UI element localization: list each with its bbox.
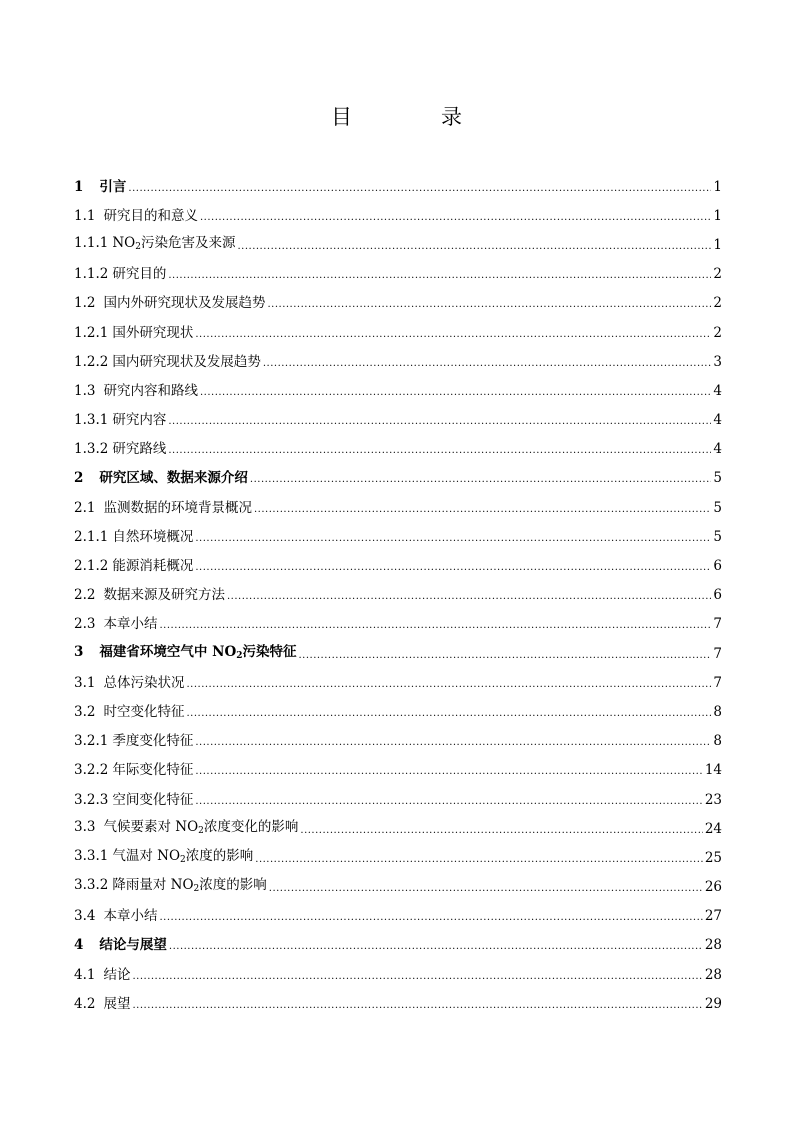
toc-entry[interactable]	[74, 376, 722, 405]
toc-entry-number: 1.2.2	[74, 353, 109, 370]
toc-entry[interactable]	[74, 318, 722, 347]
toc-entry-label	[74, 819, 298, 839]
toc-entry[interactable]	[74, 610, 722, 639]
toc-entry-page-number: 1	[713, 236, 722, 253]
toc-dot-leader	[195, 735, 711, 751]
toc-entry-label	[74, 558, 193, 574]
toc-entry[interactable]	[74, 522, 722, 551]
toc-entry-title: 研究目的	[112, 266, 167, 283]
toc-entry[interactable]	[74, 551, 722, 580]
toc-entry-title-suffix: 污染危害及来源	[140, 234, 236, 251]
toc-entry-page-number: 29	[704, 995, 722, 1012]
toc-entry-page-number: 5	[713, 528, 722, 545]
toc-entry-page-number: 4	[713, 441, 722, 458]
toc-dot-leader	[132, 969, 702, 985]
toc-entry-label	[74, 325, 193, 341]
toc-entry-label	[74, 587, 225, 603]
toc-entry-number: 4.2	[74, 995, 96, 1012]
toc-dot-leader	[263, 356, 712, 372]
toc-entry-label	[74, 441, 166, 457]
toc-entry-number: 3	[74, 643, 84, 660]
toc-entry-label	[74, 967, 130, 983]
toc-entry-title: 本章小结	[103, 616, 158, 633]
toc-dot-leader	[195, 327, 711, 343]
toc-dot-leader	[250, 472, 712, 488]
toc-entry-page-number: 2	[713, 266, 722, 283]
toc-entry-number: 2.1.2	[74, 558, 109, 575]
toc-entry[interactable]	[74, 639, 722, 668]
toc-entry[interactable]	[74, 464, 722, 493]
toc-entry-page-number: 2	[713, 295, 722, 312]
toc-entry[interactable]	[74, 931, 722, 960]
toc-entry-number: 2.3	[74, 616, 96, 633]
toc-entry-title: 研究内容	[112, 412, 167, 429]
toc-entry-subscript: 2	[135, 241, 141, 252]
toc-entry-subscript: 2	[236, 650, 243, 661]
toc-entry[interactable]	[74, 814, 722, 843]
toc-entry-page-number: 24	[704, 820, 722, 837]
toc-entry-title: 研究路线	[112, 441, 167, 458]
toc-entry-title: 国内外研究现状及发展趋势	[103, 295, 266, 312]
toc-dot-leader	[128, 181, 711, 197]
toc-entry-title: 国内研究现状及发展趋势	[112, 353, 261, 370]
toc-entry-title: 研究区域、数据来源介绍	[99, 470, 248, 487]
toc-dot-leader	[195, 764, 702, 780]
toc-entry-number: 3.3	[74, 818, 96, 835]
toc-entry-page-number: 28	[704, 937, 722, 954]
toc-dot-leader	[269, 881, 703, 897]
toc-entry-label	[74, 877, 267, 897]
toc-entry-title: 气温对 NO	[112, 847, 181, 864]
toc-dot-leader	[159, 618, 711, 634]
toc-entry[interactable]	[74, 960, 722, 989]
toc-entry-title: 结论与展望	[99, 937, 167, 954]
toc-dot-leader	[195, 560, 711, 576]
toc-entry-title-suffix: 浓度变化的影响	[203, 818, 299, 835]
toc-entry[interactable]	[74, 756, 722, 785]
toc-entry[interactable]	[74, 902, 722, 931]
toc-entry[interactable]	[74, 843, 722, 872]
toc-entry-label	[74, 996, 130, 1012]
toc-entry-number: 1.1.2	[74, 266, 109, 283]
toc-entry-page-number: 2	[713, 324, 722, 341]
toc-entry-number: 1.1	[74, 207, 96, 224]
toc-dot-leader	[200, 385, 711, 401]
toc-entry-subscript: 2	[198, 825, 204, 836]
toc-entry[interactable]	[74, 493, 722, 522]
toc-entry[interactable]	[74, 260, 722, 289]
toc-entry[interactable]	[74, 785, 722, 814]
page-title: 目 录	[331, 105, 496, 129]
toc-entry-label	[74, 470, 248, 486]
toc-entry-page-number: 1	[713, 207, 722, 224]
toc-dot-leader	[186, 677, 711, 693]
toc-entry-page-number: 6	[713, 587, 722, 604]
toc-entry-number: 1.3.1	[74, 412, 109, 429]
toc-entry[interactable]	[74, 435, 722, 464]
toc-entry-title-suffix: 浓度的影响	[185, 847, 254, 864]
table-of-contents	[74, 172, 722, 1018]
toc-entry-number: 3.2	[74, 703, 96, 720]
toc-entry-page-number: 5	[713, 499, 722, 516]
toc-entry-title: 自然环境概况	[112, 528, 194, 545]
toc-dot-leader	[168, 443, 711, 459]
toc-dot-leader	[168, 268, 711, 284]
toc-entry-page-number: 1	[713, 178, 722, 195]
toc-entry-subscript: 2	[180, 854, 186, 865]
toc-entry-label	[74, 762, 193, 778]
toc-entry-title: 福建省环境空气中 NO	[99, 643, 237, 660]
toc-entry-number: 3.4	[74, 908, 96, 925]
toc-dot-leader	[195, 794, 702, 810]
toc-dot-leader	[186, 706, 711, 722]
toc-entry[interactable]	[74, 289, 722, 318]
toc-entry-label	[74, 354, 261, 370]
toc-dot-leader	[298, 648, 711, 664]
toc-entry-page-number: 28	[704, 966, 722, 983]
toc-entry-title-suffix: 污染特征	[242, 643, 297, 660]
toc-entry-number: 1.3.2	[74, 441, 109, 458]
toc-entry-label	[74, 500, 252, 516]
toc-entry-label	[74, 704, 184, 720]
toc-entry-title: 研究内容和路线	[103, 382, 198, 399]
toc-entry-label	[74, 848, 253, 868]
toc-entry-title: 降雨量对 NO	[112, 877, 194, 894]
toc-dot-leader	[237, 239, 711, 255]
toc-entry[interactable]	[74, 727, 722, 756]
toc-entry-page-number: 7	[713, 674, 722, 691]
toc-entry-number: 3.2.1	[74, 733, 109, 750]
toc-entry-number: 3.2.2	[74, 762, 109, 779]
toc-dot-leader	[267, 297, 711, 313]
toc-entry-page-number: 4	[713, 412, 722, 429]
toc-entry[interactable]	[74, 201, 722, 230]
toc-entry-page-number: 8	[713, 703, 722, 720]
toc-entry-number: 3.2.3	[74, 791, 109, 808]
toc-entry-title: 结论	[103, 966, 131, 983]
toc-entry-label	[74, 792, 193, 808]
toc-entry-number: 2.1	[74, 499, 96, 516]
toc-entry-number: 2	[74, 470, 84, 487]
toc-entry-title: 季度变化特征	[112, 733, 194, 750]
toc-entry-number: 4	[74, 937, 84, 954]
toc-entry-page-number: 27	[704, 908, 722, 925]
toc-dot-leader	[254, 502, 711, 518]
toc-entry-page-number: 4	[713, 382, 722, 399]
toc-entry-number: 3.3.1	[74, 847, 109, 864]
toc-entry-number: 4.1	[74, 966, 96, 983]
toc-dot-leader	[132, 998, 702, 1014]
toc-entry[interactable]	[74, 230, 722, 259]
toc-entry-page-number: 23	[704, 791, 722, 808]
toc-dot-leader	[159, 910, 702, 926]
toc-dot-leader	[200, 210, 711, 226]
toc-entry-label	[74, 616, 157, 632]
toc-entry-number: 1	[74, 178, 84, 195]
toc-entry-title: 年际变化特征	[112, 762, 194, 779]
toc-entry-title: 气候要素对 NO	[103, 818, 199, 835]
toc-entry[interactable]	[74, 581, 722, 610]
toc-entry-label	[74, 179, 126, 195]
toc-dot-leader	[255, 852, 703, 868]
toc-entry[interactable]	[74, 668, 722, 697]
toc-entry-title: 监测数据的环境背景概况	[103, 499, 252, 516]
toc-entry-title: 国外研究现状	[112, 324, 194, 341]
toc-entry-page-number: 6	[713, 558, 722, 575]
toc-entry-label	[74, 937, 167, 953]
toc-entry-page-number: 3	[713, 353, 722, 370]
toc-entry[interactable]	[74, 347, 722, 376]
toc-dot-leader	[300, 823, 702, 839]
toc-entry-number: 1.2.1	[74, 324, 109, 341]
toc-dot-leader	[168, 414, 711, 430]
toc-entry-title: 研究目的和意义	[103, 207, 198, 224]
toc-entry[interactable]	[74, 989, 722, 1018]
toc-entry-title: 本章小结	[103, 908, 158, 925]
toc-entry-number: 3.3.2	[74, 877, 109, 894]
toc-entry-page-number: 26	[704, 879, 722, 896]
toc-entry-page-number: 7	[713, 616, 722, 633]
toc-entry-number: 1.3	[74, 382, 96, 399]
toc-entry-label	[74, 295, 265, 311]
toc-entry-number: 2.2	[74, 587, 96, 604]
toc-entry-page-number: 25	[704, 849, 722, 866]
toc-entry-label	[74, 529, 193, 545]
toc-entry-page-number: 7	[713, 645, 722, 662]
toc-entry-number: 3.1	[74, 674, 96, 691]
toc-entry-page-number: 8	[713, 733, 722, 750]
toc-entry-subscript: 2	[193, 884, 200, 895]
toc-entry-label	[74, 266, 166, 282]
toc-entry[interactable]	[74, 873, 722, 902]
toc-entry-label	[74, 412, 166, 428]
toc-entry-label	[74, 235, 235, 255]
toc-entry-page-number: 5	[713, 470, 722, 487]
toc-entry-label	[74, 208, 198, 224]
toc-entry-title: 展望	[103, 995, 131, 1012]
toc-entry-title: 数据来源及研究方法	[103, 587, 225, 604]
toc-entry-title: NO	[112, 234, 136, 251]
toc-entry-title: 引言	[99, 178, 127, 195]
toc-entry-title-suffix: 浓度的影响	[199, 877, 267, 894]
toc-entry-label	[74, 383, 198, 399]
toc-entry-number: 1.2	[74, 295, 96, 312]
toc-entry-label	[74, 644, 296, 664]
toc-entry-page-number: 14	[704, 762, 722, 779]
toc-entry[interactable]	[74, 697, 722, 726]
toc-entry-title: 能源消耗概况	[112, 558, 194, 575]
toc-dot-leader	[227, 589, 711, 605]
toc-entry-title: 空间变化特征	[112, 791, 194, 808]
toc-entry-number: 1.1.1	[74, 234, 109, 251]
toc-entry-label	[74, 908, 157, 924]
toc-entry[interactable]	[74, 172, 722, 201]
toc-entry-label	[74, 675, 184, 691]
toc-dot-leader	[169, 939, 703, 955]
toc-entry-title: 时空变化特征	[103, 703, 185, 720]
toc-dot-leader	[195, 531, 711, 547]
toc-entry-label	[74, 733, 193, 749]
toc-entry-number: 2.1.1	[74, 528, 109, 545]
toc-entry-title: 总体污染状况	[103, 674, 185, 691]
toc-entry[interactable]	[74, 406, 722, 435]
